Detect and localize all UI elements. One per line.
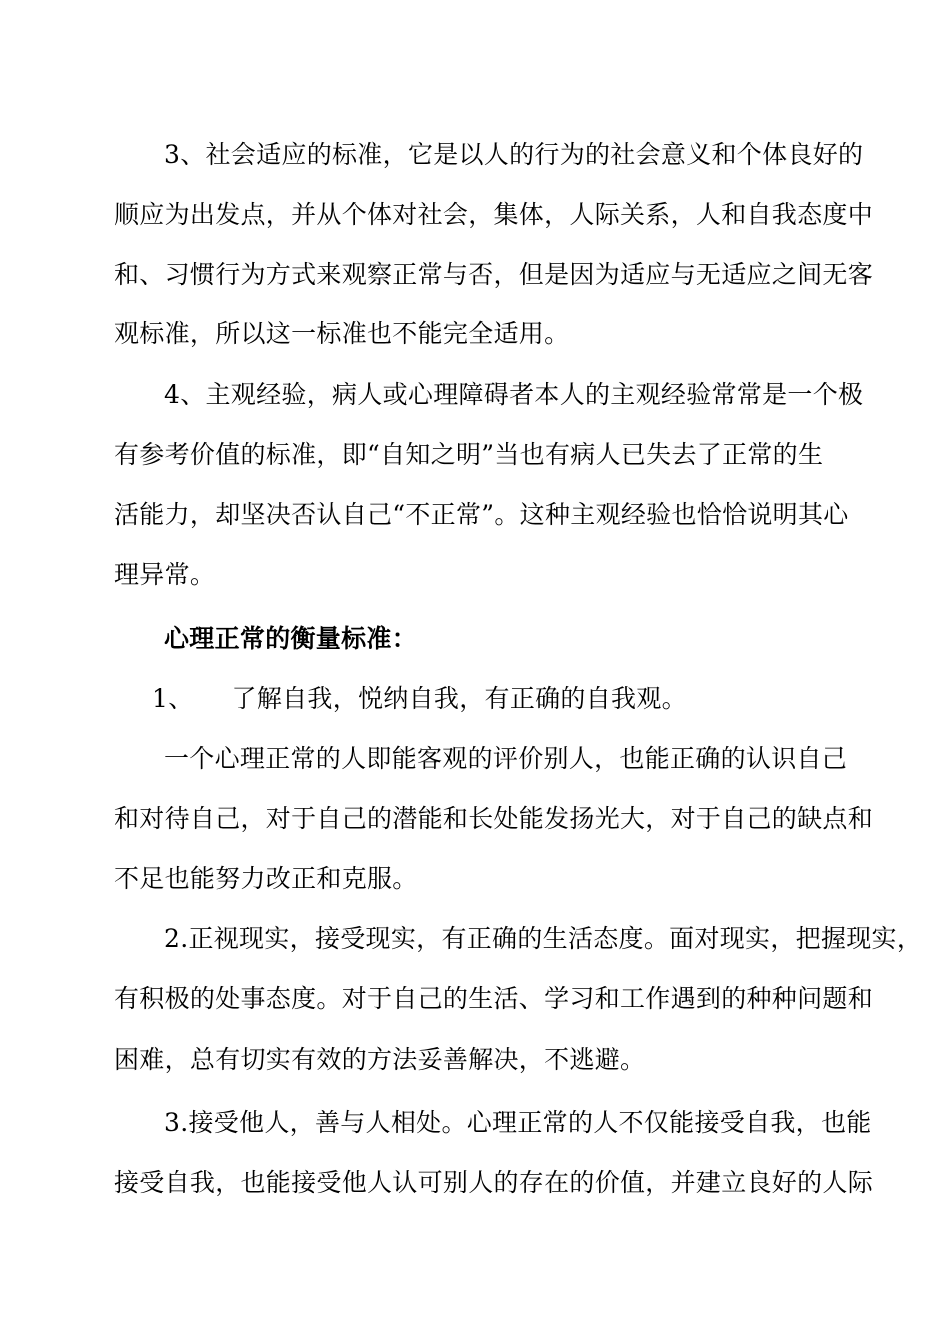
paragraph-line: 有参考价值的标准，即“自知之明”当也有病人已失去了正常的生 — [114, 440, 824, 469]
paragraph-line: 和、习惯行为方式来观察正常与否，但是因为适应与无适应之间无客 — [114, 260, 874, 289]
paragraph-line: 2.正视现实，接受现实，有正确的生活态度。面对现实，把握现实， — [164, 924, 923, 953]
paragraph-line: 有积极的处事态度。对于自己的生活、学习和工作遇到的种种问题和 — [114, 984, 874, 1013]
paragraph-line: 困难，总有切实有效的方法妥善解决，不逃避。 — [114, 1045, 646, 1074]
paragraph-line: 3.接受他人，善与人相处。心理正常的人不仅能接受自我，也能 — [164, 1108, 872, 1137]
paragraph-line: 3、社会适应的标准，它是以人的行为的社会意义和个体良好的 — [164, 140, 864, 169]
item-text: 了解自我，悦纳自我，有正确的自我观。 — [231, 684, 687, 713]
paragraph-line: 理异常。 — [114, 560, 216, 589]
paragraph-line: 顺应为出发点，并从个体对社会，集体，人际关系，人和自我态度中 — [114, 200, 874, 229]
paragraph-line: 和对待自己，对于自己的潜能和长处能发扬光大，对于自己的缺点和 — [114, 804, 874, 833]
paragraph-line: 观标准，所以这一标准也不能完全适用。 — [114, 319, 570, 348]
paragraph-line: 接受自我，也能接受他人认可别人的存在的价值，并建立良好的人际 — [114, 1168, 874, 1197]
paragraph-line: 4、主观经验，病人或心理障碍者本人的主观经验常常是一个极 — [164, 380, 864, 409]
section-heading: 心理正常的衡量标准： — [164, 624, 418, 653]
paragraph-line: 活能力，却坚决否认自己“不正常”。这种主观经验也恰恰说明其心 — [114, 500, 849, 529]
numbered-item — [152, 684, 912, 714]
item-number: 1、 — [152, 684, 194, 713]
paragraph-line: 不足也能努力改正和克服。 — [114, 864, 418, 893]
paragraph-line: 一个心理正常的人即能客观的评价别人，也能正确的认识自己 — [164, 744, 848, 773]
